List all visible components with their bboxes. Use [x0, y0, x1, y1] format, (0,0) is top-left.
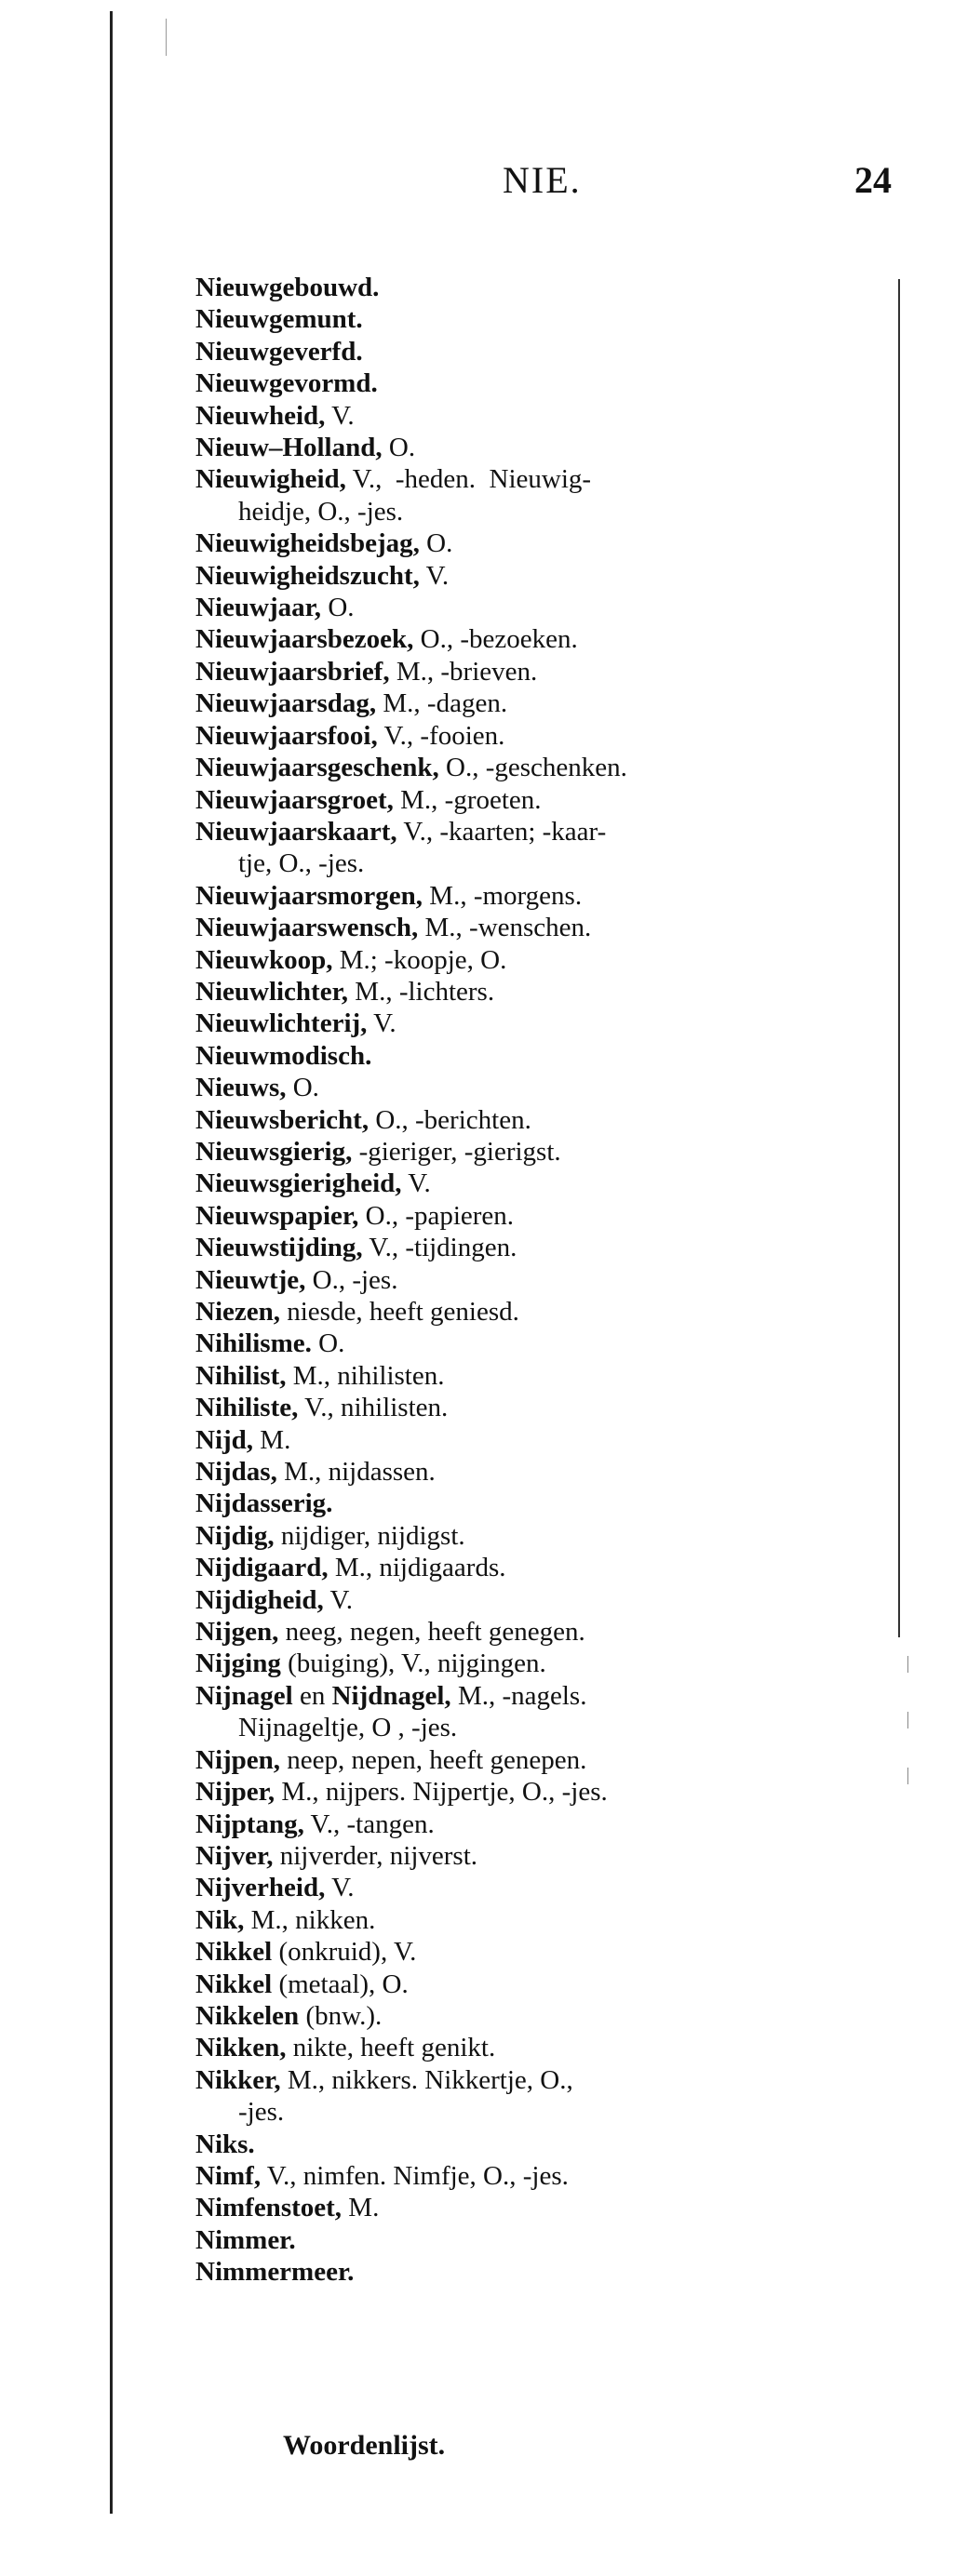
dictionary-entry — [195, 2224, 884, 2256]
dictionary-entry — [195, 1904, 884, 1936]
dictionary-entry — [195, 880, 884, 912]
entry-definition: neeg, negen, heeft genegen. — [278, 1617, 585, 1648]
entry-headword: Nieuwjaarsbrief, — [195, 656, 390, 687]
entry-definition: V. — [367, 1008, 396, 1039]
entry-headword: Nijverheid, — [195, 1873, 326, 1903]
entry-headword: Nieuwsbericht, — [195, 1104, 370, 1135]
dictionary-entry — [195, 1969, 884, 2000]
dictionary-entry — [195, 752, 884, 783]
entry-definition: O., -papieren. — [358, 1200, 515, 1231]
dictionary-entry — [195, 1200, 884, 1232]
entry-definition: V. — [323, 1584, 353, 1615]
entry-headword: Nieuwkoop, — [195, 944, 333, 975]
entry-headword: Nieuwspapier, — [195, 1200, 359, 1231]
dictionary-entry — [195, 720, 884, 752]
entry-definition: M. — [253, 1424, 291, 1455]
page-edge-rule — [110, 11, 113, 2514]
dictionary-entry — [195, 432, 884, 463]
dictionary-entry — [195, 1264, 884, 1296]
page-header — [0, 158, 954, 214]
entry-definition: V., -fooien. — [377, 720, 505, 751]
entry-headword: Nimmermeer. — [195, 2257, 355, 2288]
dictionary-entry — [195, 1072, 884, 1103]
entry-definition: M., nijdigaards. — [328, 1553, 506, 1583]
entry-definition: M.; -koopje, O. — [332, 944, 507, 975]
entry-definition: M., -groeten. — [393, 784, 542, 815]
entry-definition: M., -morgens. — [423, 880, 583, 911]
dictionary-entry — [195, 2192, 884, 2223]
dictionary-entry — [195, 944, 884, 976]
entry-headword: Nieuwheid, — [195, 400, 326, 431]
entry-definition: M., nikken. — [244, 1904, 376, 1935]
dictionary-entry — [195, 367, 884, 399]
entry-headword: Nihiliste, — [195, 1393, 299, 1423]
entry-definition: V., nihilisten. — [298, 1393, 449, 1423]
entry-definition: O., -bezoeken. — [413, 624, 578, 655]
entry-definition: O., -berichten. — [369, 1104, 531, 1135]
entry-headword: Nieuwjaarsfooi, — [195, 720, 378, 751]
entry-headword: Nieuwjaarsbezoek, — [195, 624, 414, 655]
dictionary-entry — [195, 560, 884, 592]
entry-continuation — [195, 848, 884, 879]
entry-definition: M., nikkers. Nikkertje, O., — [280, 2064, 573, 2095]
dictionary-entry — [195, 1360, 884, 1392]
dictionary-entry — [195, 1008, 884, 1039]
dictionary-entry — [195, 816, 884, 848]
dictionary-entry — [195, 976, 884, 1008]
entry-definition: nijdiger, nijdigst. — [274, 1520, 465, 1551]
entry-headword: Niezen, — [195, 1297, 280, 1327]
dictionary-entry — [195, 1936, 884, 1968]
entry-continuation — [195, 1712, 884, 1743]
dictionary-entry — [195, 1424, 884, 1456]
entry-definition: niesde, heeft geniesd. — [280, 1297, 519, 1327]
dictionary-entry — [195, 463, 884, 495]
entry-headword: Nieuwsgierig, — [195, 1136, 353, 1167]
dictionary-entry — [195, 1809, 884, 1840]
dictionary-entry — [195, 400, 884, 432]
entry-definition: O. — [419, 528, 453, 559]
entry-headword: Nijdasserig. — [195, 1488, 333, 1519]
dictionary-entry — [195, 912, 884, 943]
entry-definition: O. — [286, 1073, 319, 1103]
entry-headword: Nijd, — [195, 1424, 254, 1455]
entry-definition: tje, O., -jes. — [238, 848, 365, 879]
entry-definition: V. — [325, 1873, 355, 1903]
entry-headword: Nieuwgeverfd. — [195, 336, 363, 367]
dictionary-entry — [195, 1552, 884, 1583]
entry-definition: V., -tangen. — [303, 1809, 435, 1839]
dictionary-entry — [195, 2129, 884, 2160]
entry-definition: V. — [401, 1168, 431, 1199]
dictionary-entry — [195, 1776, 884, 1808]
entry-definition: Nijnageltje, O , -jes. — [238, 1713, 458, 1743]
word-list — [195, 272, 884, 2289]
entry-headword: Nieuwlichter, — [195, 976, 349, 1007]
entry-headword: Nieuwgemunt. — [195, 304, 363, 335]
entry-headword: Nieuwjaarsgroet, — [195, 784, 394, 815]
entry-definition: V., -tijdingen. — [362, 1233, 517, 1263]
entry-definition: M. — [342, 2193, 380, 2223]
dictionary-entry — [195, 623, 884, 655]
margin-tick — [907, 1768, 908, 1784]
dictionary-entry — [195, 1520, 884, 1552]
entry-definition: O., -jes. — [305, 1264, 398, 1295]
entry-definition: nijverder, nijverst. — [273, 1840, 477, 1871]
entry-definition: M., -dagen. — [376, 688, 508, 719]
entry-headword: Nijver, — [195, 1840, 274, 1871]
entry-definition: M., -nagels. — [450, 1680, 587, 1711]
margin-tick — [907, 1712, 908, 1728]
dictionary-entry — [195, 656, 884, 687]
entry-definition: V., nimfen. Nimfje, O., -jes. — [261, 2160, 569, 2191]
entry-definition: V., -kaarten; -kaar- — [396, 816, 607, 847]
entry-definition: O. — [311, 1328, 345, 1359]
entry-definition: V. — [419, 560, 450, 591]
dictionary-entry — [195, 1296, 884, 1328]
entry-headword: Nieuwgevormd. — [195, 368, 378, 399]
dictionary-entry — [195, 1616, 884, 1648]
entry-headword: Nijnagel — [195, 1680, 293, 1711]
entry-headword: Nieuwigheidszucht, — [195, 560, 420, 591]
entry-headword: Nijpen, — [195, 1744, 281, 1775]
entry-definition: M., nijpers. Nijpertje, O., -jes. — [275, 1777, 608, 1808]
entry-headword: Nieuwigheidsbejag, — [195, 528, 420, 559]
dictionary-entry — [195, 1040, 884, 1072]
entry-definition: M., -lichters. — [348, 976, 495, 1007]
entry-headword: Nimfenstoet, — [195, 2193, 343, 2223]
page-title: NIE. — [503, 159, 582, 201]
entry-definition: M., -wenschen. — [418, 913, 592, 943]
entry-headword: Nik, — [195, 1904, 245, 1935]
entry-definition: neep, nepen, heeft genepen. — [280, 1744, 587, 1775]
entry-headword: Nieuwlichterij, — [195, 1008, 368, 1039]
dictionary-entry — [195, 1456, 884, 1488]
dictionary-entry — [195, 1872, 884, 1903]
entry-headword: Nieuwmodisch. — [195, 1040, 372, 1071]
entry-headword: Nimmer. — [195, 2224, 296, 2255]
dictionary-entry — [195, 1840, 884, 1872]
dictionary-entry — [195, 336, 884, 367]
dictionary-entry — [195, 1328, 884, 1359]
entry-continuation — [195, 496, 884, 527]
entry-definition: O. — [321, 593, 355, 623]
dictionary-entry — [195, 1168, 884, 1199]
dictionary-entry — [195, 784, 884, 816]
entry-headword: Nijdig, — [195, 1520, 275, 1551]
entry-headword: Nikkel — [195, 1937, 273, 1968]
entry-headword: Nieuwjaarsdag, — [195, 688, 377, 719]
entry-headword: Nijdigaard, — [195, 1553, 329, 1583]
entry-headword: Nijging — [195, 1648, 281, 1679]
dictionary-entry — [195, 303, 884, 335]
dictionary-entry — [195, 592, 884, 623]
entry-definition: (metaal), O. — [272, 1969, 409, 1999]
entry-headword: Nikkelen — [195, 2000, 300, 2031]
entry-headword: Nijdigheid, — [195, 1584, 324, 1615]
dictionary-entry — [195, 2032, 884, 2063]
entry-headword: Nikken, — [195, 2033, 287, 2063]
entry-definition: (buiging), V., nijgingen. — [280, 1648, 546, 1679]
entry-headword: Nieuwstijding, — [195, 1233, 363, 1263]
dictionary-entry — [195, 1488, 884, 1519]
margin-tick — [907, 1656, 908, 1673]
dictionary-entry — [195, 1104, 884, 1136]
page-number: 24 — [854, 159, 892, 201]
entry-headword: Nijdas, — [195, 1457, 277, 1488]
dictionary-entry — [195, 687, 884, 719]
entry-headword: Nikkel — [195, 1969, 273, 1999]
entry-headword: Nieuwsgierigheid, — [195, 1168, 402, 1199]
entry-headword: Nieuwjaarswensch, — [195, 913, 419, 943]
entry-headword: Nieuwgebouwd. — [195, 273, 380, 302]
entry-definition: M., -brieven. — [389, 656, 538, 687]
entry-definition: heidje, O., -jes. — [238, 496, 404, 527]
entry-headword: Nieuws, — [195, 1073, 287, 1103]
entry-headword: Nikker, — [195, 2064, 281, 2095]
dictionary-entry — [195, 2000, 884, 2032]
entry-headword: Nieuwjaar, — [195, 593, 322, 623]
entry-continuation — [195, 2096, 884, 2128]
dictionary-entry — [195, 1232, 884, 1263]
entry-headword: Nieuwigheid, — [195, 464, 346, 495]
entry-headword: Nijptang, — [195, 1809, 304, 1839]
entry-definition: en — [292, 1680, 332, 1711]
entry-headword: Nieuwjaarsgeschenk, — [195, 753, 439, 783]
dictionary-entry — [195, 1648, 884, 1679]
dictionary-entry — [195, 1136, 884, 1168]
entry-definition: (onkruid), V. — [272, 1937, 417, 1968]
entry-headword: Nijgen, — [195, 1617, 279, 1648]
entry-headword: Niks. — [195, 2129, 255, 2159]
entry-definition: V., -heden. Nieuwig- — [345, 464, 592, 495]
dictionary-entry — [195, 2256, 884, 2288]
entry-definition: M., nihilisten. — [286, 1360, 445, 1391]
dictionary-entry — [195, 1584, 884, 1616]
dictionary-entry — [195, 2064, 884, 2096]
entry-definition: M., nijdassen. — [276, 1457, 436, 1488]
entry-headword: Nijper, — [195, 1777, 275, 1808]
dictionary-entry — [195, 2160, 884, 2192]
column-rule — [898, 279, 900, 1637]
entry-definition: -gieriger, -gierigst. — [352, 1136, 561, 1167]
dictionary-entry — [195, 272, 884, 303]
dictionary-entry — [195, 1392, 884, 1423]
dictionary-entry — [195, 1744, 884, 1776]
footer-text: Woordenlijst. — [283, 2430, 446, 2461]
entry-headword: Nihilisme. — [195, 1328, 312, 1359]
entry-headword: Nihilist, — [195, 1360, 287, 1391]
entry-headword: Nieuwjaarsmorgen, — [195, 880, 423, 911]
entry-headword: Nijdnagel, — [331, 1680, 451, 1711]
dictionary-entry — [195, 527, 884, 559]
entry-definition: O., -geschenken. — [438, 753, 627, 783]
entry-definition: -jes. — [238, 2097, 285, 2128]
entry-headword: Nimf, — [195, 2160, 262, 2191]
entry-headword: Nieuwjaarskaart, — [195, 816, 397, 847]
entry-definition: (bnw.). — [299, 2000, 383, 2031]
entry-headword: Nieuwtje, — [195, 1264, 306, 1295]
entry-headword: Nieuw–Holland, — [195, 433, 383, 463]
page-edge-mark — [166, 19, 167, 56]
entry-definition: nikte, heeft genikt. — [286, 2033, 496, 2063]
dictionary-entry — [195, 1680, 884, 1712]
entry-definition: V. — [325, 400, 355, 431]
entry-definition: O. — [382, 433, 416, 463]
